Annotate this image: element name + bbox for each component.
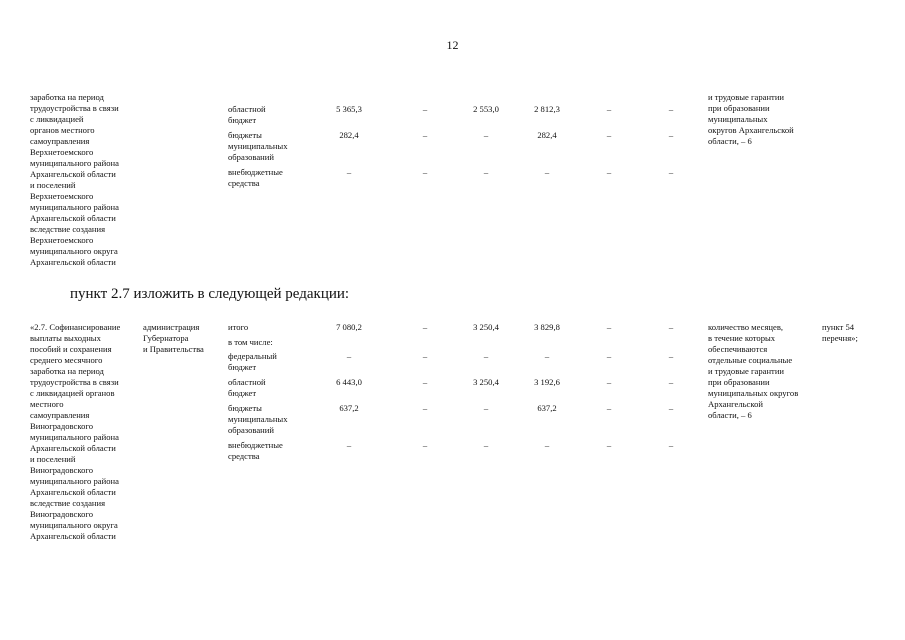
budget-value: – — [483, 403, 489, 413]
budget-row-label: итого — [228, 322, 249, 332]
budget-row-label: областной бюджет — [228, 104, 266, 125]
budget-value: – — [606, 322, 612, 332]
budget-value: 637,2 — [537, 403, 557, 413]
budget-value: – — [422, 351, 428, 361]
budget-value: 282,4 — [537, 130, 557, 140]
budget-value: – — [544, 351, 550, 361]
budget-value: 2 812,3 — [534, 104, 560, 114]
budget-value: – — [606, 167, 612, 177]
section-heading: пункт 2.7 изложить в следующей редакции: — [70, 286, 350, 302]
budget-value: – — [422, 403, 428, 413]
budget-value: – — [346, 351, 352, 361]
budget-value: 7 080,2 — [336, 322, 362, 332]
section2-description: «2.7. Софинансирование выплаты выходных пособий и сохранения среднего месячного заработка на период трудоустройства в связи с ликвидацией органов местного самоуправления Виноградовского муниципального района Архангельской области и поселений Виноградовского муниципального района Архангельской области вследствие создания Виноградовского муниципального округа Архангельской области — [30, 322, 121, 541]
budget-value: 3 192,6 — [534, 377, 560, 387]
page-number: 12 — [446, 38, 459, 52]
budget-value: – — [606, 104, 612, 114]
budget-value: – — [422, 104, 428, 114]
budget-value: – — [346, 440, 352, 450]
budget-row-label: областной бюджет — [228, 377, 266, 398]
budget-row-label: внебюджетные средства — [228, 440, 283, 461]
budget-value: – — [422, 130, 428, 140]
budget-value: – — [606, 130, 612, 140]
budget-value: – — [668, 403, 674, 413]
budget-value: – — [606, 351, 612, 361]
budget-value: 637,2 — [339, 403, 359, 413]
budget-row-label: бюджеты муниципальных образований — [228, 403, 288, 435]
budget-value: – — [422, 322, 428, 332]
budget-value: 3 250,4 — [473, 377, 499, 387]
budget-value: – — [422, 377, 428, 387]
budget-row-label: внебюджетные средства — [228, 167, 283, 188]
budget-value: 5 365,3 — [336, 104, 362, 114]
budget-value: – — [668, 377, 674, 387]
budget-value: – — [483, 130, 489, 140]
section2-result: количество месяцев, в течение которых обеспечиваются отдельные социальные и трудовые гарантии при образовании муниципальных округов Архангельской области, – 6 — [708, 322, 799, 420]
budget-value: – — [606, 377, 612, 387]
budget-value: – — [544, 167, 550, 177]
budget-value: – — [606, 440, 612, 450]
budget-value: – — [544, 440, 550, 450]
budget-value: – — [668, 130, 674, 140]
budget-row-label: бюджеты муниципальных образований — [228, 130, 288, 162]
budget-value: – — [668, 104, 674, 114]
budget-row-label: федеральный бюджет — [228, 351, 277, 372]
budget-value: – — [346, 167, 352, 177]
budget-value: – — [668, 322, 674, 332]
budget-value: – — [606, 403, 612, 413]
budget-value: – — [483, 167, 489, 177]
section2-reference: пункт 54 перечня»; — [822, 322, 858, 343]
budget-value: – — [668, 351, 674, 361]
budget-value: 2 553,0 — [473, 104, 499, 114]
budget-value: – — [422, 440, 428, 450]
budget-value: 3 829,8 — [534, 322, 560, 332]
budget-value: – — [483, 351, 489, 361]
budget-value: – — [668, 440, 674, 450]
budget-value: – — [668, 167, 674, 177]
budget-value: – — [422, 167, 428, 177]
budget-value: 282,4 — [339, 130, 359, 140]
budget-value: – — [483, 440, 489, 450]
section2-responsible: администрация Губернатора и Правительства — [143, 322, 204, 354]
budget-value: 6 443,0 — [336, 377, 362, 387]
budget-row-label: в том числе: — [228, 337, 273, 347]
budget-value: 3 250,4 — [473, 322, 499, 332]
section1-result: и трудовые гарантии при образовании муниципальных округов Архангельской области, – 6 — [708, 92, 794, 146]
section1-description: заработка на период трудоустройства в связи с ликвидацией органов местного самоуправления Верхнетоемского муниципального района Архангельской области и поселений Верхнетоемского муниципального района Архангельской области вследствие создания Верхнетоемского муниципального округа Архангельской области — [30, 92, 119, 267]
